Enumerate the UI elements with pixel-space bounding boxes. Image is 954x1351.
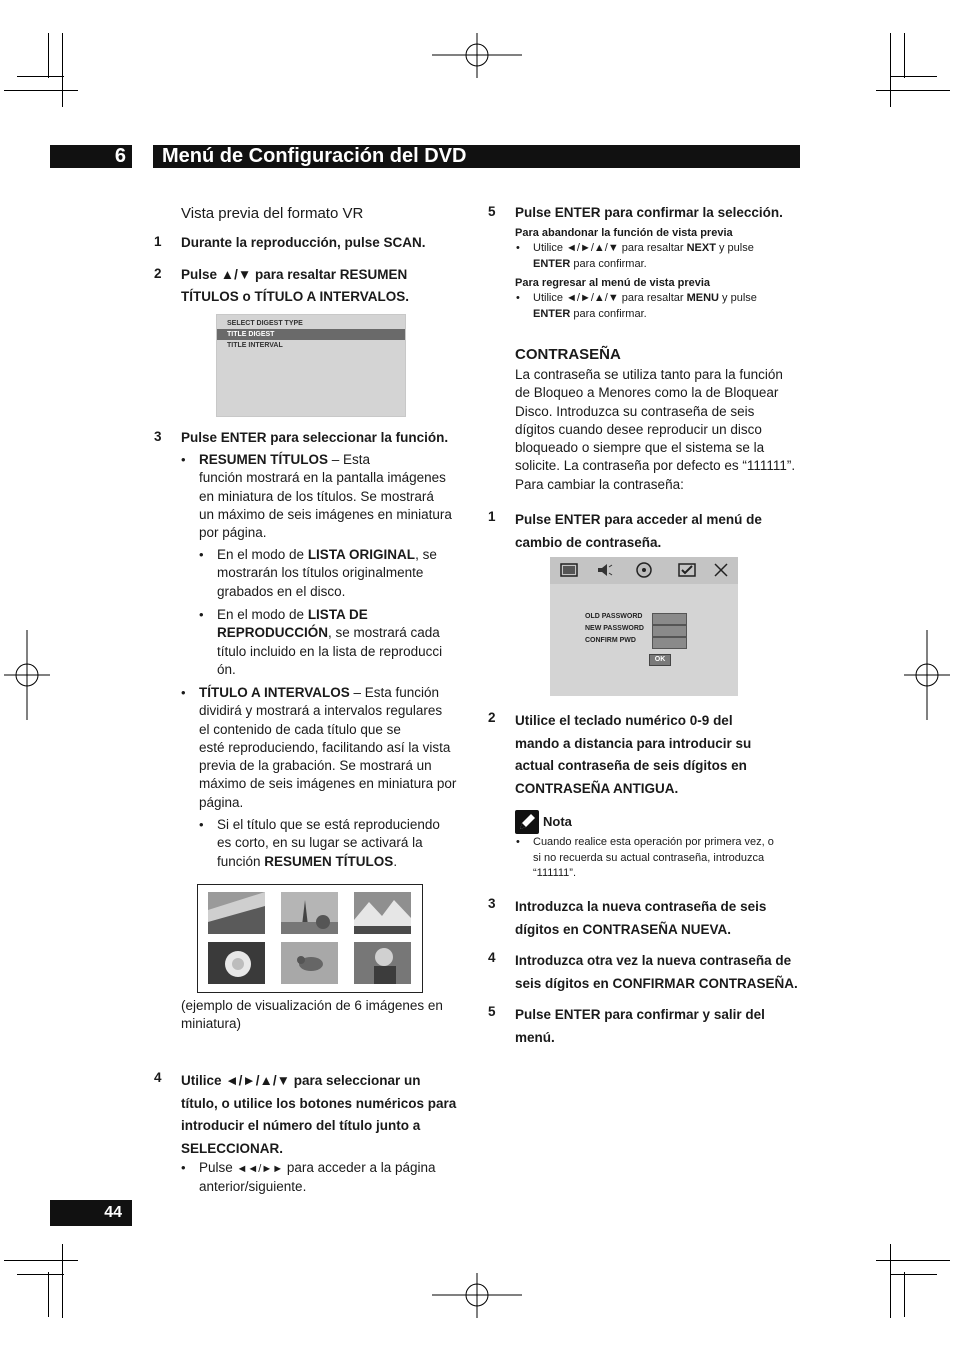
section-title: Vista previa del formato VR (181, 205, 364, 222)
note-title: Nota (543, 814, 572, 829)
monitor-icon (560, 562, 578, 578)
thumbnail-image (354, 942, 411, 984)
thumbnail-image (208, 942, 265, 984)
bullet: • (516, 836, 520, 848)
step-number: 1 (488, 509, 496, 524)
step-text: Utilice el teclado numérico 0-9 del mando a distancia para introducir su actual contraseña de seis dígitos en CONTRASEÑA ANTIGUA. (515, 713, 752, 796)
bullet: • (199, 547, 204, 562)
new-password-field[interactable] (652, 625, 687, 637)
screen-row: TITLE INTERVAL (227, 342, 283, 349)
field-label: OLD PASSWORD (585, 613, 643, 620)
step-text: Introduzca la nueva contraseña de seis dígitos en CONTRASEÑA NUEVA. (515, 899, 767, 937)
step-number: 4 (488, 950, 496, 965)
ok-button[interactable]: OK (649, 654, 671, 666)
step-number: 5 (488, 204, 496, 219)
thumbnail-image (281, 942, 338, 984)
step-number: 2 (154, 266, 162, 281)
note-text: Cuando realice esta operación por primera vez, o si no recuerda su actual contraseña, introduzca “111111”. (533, 836, 774, 879)
paragraph: La contraseña se utiliza tanto para la función de Bloqueo a Menores como la de Bloquear Disco. Introduzca su contraseña de seis dígitos cuando desee reproducir un disco bloqueado o siempre que el sistema se la solicite. La contraseña por defecto es “111111”. Para cambiar la contraseña: (515, 367, 796, 492)
chapter-number: 6 (50, 145, 132, 168)
step-number: 3 (154, 429, 162, 444)
section-title: CONTRASEÑA (515, 346, 621, 363)
field-label: CONFIRM PWD (585, 637, 636, 644)
audio-icon (596, 562, 614, 578)
screen-row: SELECT DIGEST TYPE (227, 320, 303, 327)
field-label: NEW PASSWORD (585, 625, 644, 632)
old-password-field[interactable] (652, 613, 687, 625)
bullet-text: Pulse ◄◄/►► para acceder a la página anterior/siguiente. (199, 1160, 436, 1195)
thumbnail-image (354, 892, 411, 934)
step-text: Pulse ENTER para seleccionar la función. (181, 430, 449, 445)
step-number: 5 (488, 1004, 496, 1019)
sub-heading: Para abandonar la función de vista previa (515, 227, 733, 239)
step-number: 4 (154, 1070, 162, 1085)
thumbnail-grid (197, 884, 423, 993)
icon-bar (550, 557, 738, 584)
bullet: • (181, 1160, 186, 1175)
step-text: Pulse ENTER para confirmar y salir del menú. (515, 1007, 765, 1045)
check-screen-icon (678, 562, 696, 578)
bullet-text: Si el título que se está reproduciendo es corto, en su lugar se activará la función RESUMEN TÍTULOS. (217, 817, 440, 869)
bullet: • (181, 452, 186, 467)
skip-icon: ◄◄/►► (236, 1163, 284, 1175)
step-text: Pulse ENTER para acceder al menú de cambio de contraseña. (515, 512, 762, 550)
step-text: Pulse ENTER para confirmar la selección. (515, 205, 783, 220)
chapter-title: Menú de Configuración del DVD (153, 145, 800, 168)
bullet-text: TÍTULO A INTERVALOS – Esta función dividirá y mostrará a intervalos regulares el contenido de cada título que se esté reproduciendo, facilitando así la vista previa de la grabación. Se mostrará un máximo de seis imágenes en miniatura por página. (199, 685, 457, 810)
bullet-text: En el modo de LISTA ORIGINAL, se mostrarán los títulos originalmente grabados en el disco. (217, 547, 437, 599)
bullet: • (199, 817, 204, 832)
step-number: 1 (154, 234, 162, 249)
step-text: Pulse ▲/▼ para resaltar RESUMEN TÍTULOS o TÍTULO A INTERVALOS. (181, 267, 409, 305)
thumbnail-image (281, 892, 338, 934)
bullet: • (181, 685, 186, 700)
digest-type-screen (216, 314, 406, 417)
disc-icon (635, 562, 653, 578)
step-text: Utilice ◄/►/▲/▼ para seleccionar un título, o utilice los botones numéricos para introducir el número del título junto a SELECCIONAR. (181, 1073, 457, 1156)
step-number: 3 (488, 896, 496, 911)
bullet-text: Utilice ◄/►/▲/▼ para resaltar NEXT y pulse ENTER para confirmar. (533, 242, 754, 270)
bullet-text: En el modo de LISTA DE REPRODUCCIÓN, se mostrará cada título incluido en la lista de reproducci ón. (217, 607, 443, 677)
sub-heading: Para regresar al menú de vista previa (515, 277, 711, 289)
step-text: Durante la reproducción, pulse SCAN. (181, 235, 426, 250)
figure-caption: (ejemplo de visualización de 6 imágenes en miniatura) (181, 998, 443, 1032)
password-screen (550, 557, 738, 696)
confirm-password-field[interactable] (652, 637, 687, 649)
screen-row-selected: TITLE DIGEST (217, 329, 405, 340)
step-number: 2 (488, 710, 496, 725)
step-text: Introduzca otra vez la nueva contraseña de seis dígitos en CONFIRMAR CONTRASEÑA. (515, 953, 798, 991)
page-number: 44 (50, 1200, 132, 1226)
bullet-text: RESUMEN TÍTULOS – Esta función mostrará en la pantalla imágenes en miniatura de los títulos. Se mostrará un máximo de seis imágenes en miniatura por página. (199, 452, 452, 541)
bullet-text: Utilice ◄/►/▲/▼ para resaltar MENU y pulse ENTER para confirmar. (533, 292, 757, 320)
bullet: • (199, 607, 204, 622)
note-icon (515, 810, 539, 834)
bullet: • (516, 242, 520, 254)
thumbnail-image (208, 892, 265, 934)
bullet: • (516, 292, 520, 304)
close-icon (712, 562, 730, 578)
